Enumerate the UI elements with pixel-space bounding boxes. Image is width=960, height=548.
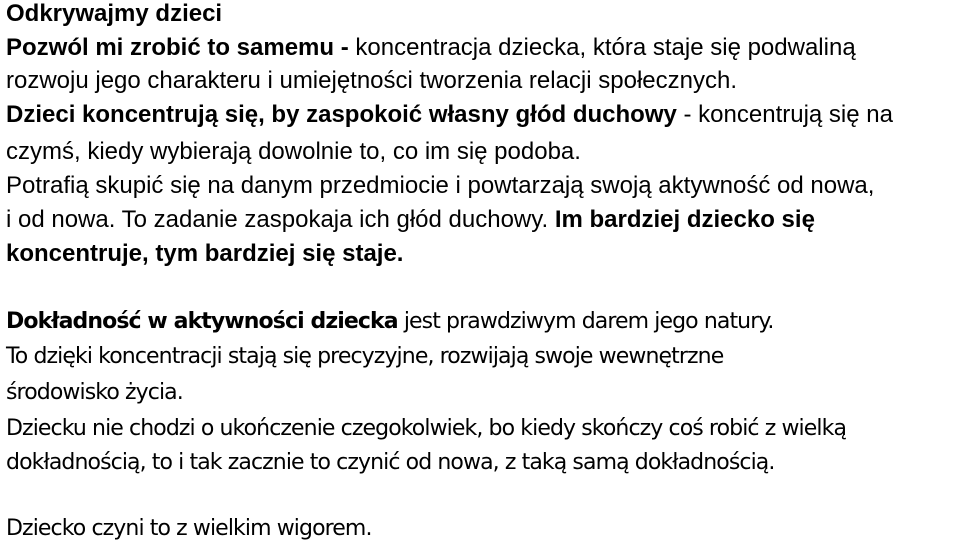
paragraph-6-line-1: Dziecku nie chodzi o ukończenie czegokolwiek, bo kiedy skończy coś robić z wielką bbox=[6, 416, 847, 441]
paragraph-5-line-1: To dzięki koncentracji stają się precyzyjne, rozwijają swoje wewnętrzne bbox=[6, 344, 724, 369]
paragraph-3-line-1: Potrafią skupić się na danym przedmiocie i powtarzają swoją aktywność od nowa, bbox=[6, 172, 875, 199]
paragraph-3-line-3: koncentruje, tym bardziej się staje. bbox=[6, 240, 404, 267]
paragraph-6-line-2: dokładnością, to i tak zacznie to czynić od nowa, z taką samą dokładnością. bbox=[6, 450, 775, 475]
paragraph-7: Dziecko czyni to z wielkim wigorem. bbox=[6, 516, 372, 541]
paragraph-2-line-2: czymś, kiedy wybierają dowolnie to, co im się podoba. bbox=[6, 138, 581, 165]
paragraph-5-line-2: środowisko życia. bbox=[6, 380, 183, 405]
paragraph-1-bold: Pozwól mi zrobić to samemu - bbox=[6, 34, 349, 61]
paragraph-4-rest: jest prawdziwym darem jego natury. bbox=[397, 309, 774, 334]
paragraph-3-plain: i od nowa. To zadanie zaspokaja ich głód duchowy. bbox=[6, 206, 555, 233]
paragraph-1-line-2: rozwoju jego charakteru i umiejętności tworzenia relacji społecznych. bbox=[6, 67, 738, 94]
paragraph-2-rest: - koncentrują się na bbox=[676, 101, 893, 128]
paragraph-2-line-1 bbox=[6, 103, 893, 127]
paragraph-4-bold: Dokładność w aktywności dziecka bbox=[6, 309, 398, 334]
paragraph-2-bold: Dzieci koncentrują się, by zaspokoić własny głód duchowy bbox=[6, 101, 677, 128]
paragraph-4 bbox=[6, 311, 773, 333]
paragraph-1-rest: koncentracja dziecka, która staje się podwaliną bbox=[348, 34, 856, 61]
paragraph-3-bold: Im bardziej dziecko się bbox=[554, 206, 815, 233]
paragraph-1-line-1 bbox=[6, 36, 856, 60]
paragraph-3-line-2 bbox=[6, 208, 815, 232]
slide-title: Odkrywajmy dzieci bbox=[6, 0, 223, 27]
